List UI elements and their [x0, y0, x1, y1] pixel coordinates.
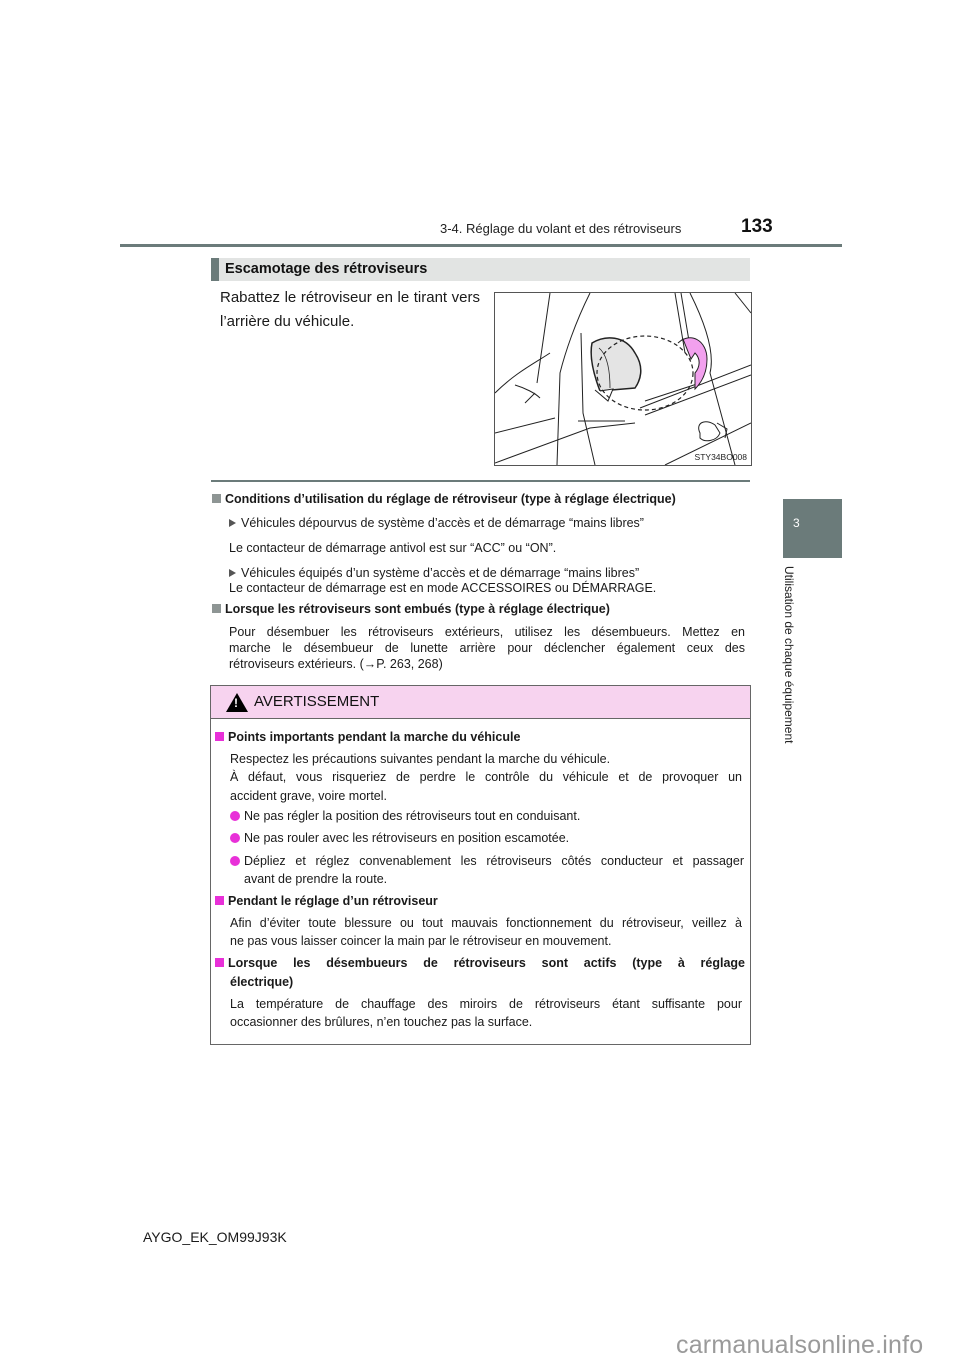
pink-dot-bullet-icon	[230, 833, 240, 843]
warning-text-line: occasionner des brûlures, n’en touchez pas la surface.	[230, 1015, 533, 1029]
note-heading-fogged	[212, 601, 752, 617]
warning-text-line: Afin d’éviter toute blessure ou tout mauvais fonctionnement du rétroviseur, veillez à	[230, 916, 742, 930]
section-divider	[211, 480, 750, 482]
mirror-illustration	[494, 292, 752, 466]
warning-text-line: accident grave, voire mortel.	[230, 789, 388, 803]
chapter-label: Utilisation de chaque équipement	[782, 566, 796, 744]
condition-result: Le contacteur de démarrage antivol est sur “ACC” ou “ON”.	[229, 541, 557, 555]
condition-result: Le contacteur de démarrage est en mode ACCESSOIRES ou DÉMARRAGE.	[229, 581, 657, 595]
page-number: 133	[741, 216, 773, 237]
warning-box	[210, 685, 751, 1045]
warning-block-heading	[215, 892, 438, 911]
pink-dot-bullet-icon	[230, 811, 240, 821]
warning-bullet-text: Dépliez et réglez convenablement les rétroviseurs côtés conducteur et passager	[244, 854, 744, 868]
chapter-number: 3	[793, 516, 800, 530]
note-text-line: rétroviseurs extérieurs. (→P. 263, 268)	[229, 657, 443, 671]
warning-block-heading	[215, 954, 745, 973]
warning-bullet	[230, 829, 569, 848]
warning-triangle-icon	[226, 693, 248, 712]
section-title: Escamotage des rétroviseurs	[225, 261, 428, 277]
condition-text: Véhicules dépourvus de système d’accès et de démarrage “mains libres”	[241, 516, 644, 530]
note-text-line: marche le désembueur de lunette arrière pour déclencher également ceux des	[229, 641, 745, 655]
fold-direction-arrow-icon	[678, 338, 707, 389]
warning-title: AVERTISSEMENT	[254, 693, 380, 710]
triangle-bullet-icon	[229, 519, 236, 527]
folding-mirror-drawing	[495, 293, 751, 465]
warning-heading-text: Points importants pendant la marche du véhicule	[228, 730, 521, 744]
warning-heading-continuation: électrique)	[230, 975, 294, 989]
warning-text-line: Respectez les précautions suivantes pendant la marche du véhicule.	[230, 752, 611, 766]
warning-bullet	[230, 807, 580, 826]
illustration-code: STY34BO008	[694, 452, 747, 462]
warning-header	[211, 686, 750, 719]
warning-heading-text: Pendant le réglage d’un rétroviseur	[228, 894, 438, 908]
condition-item	[229, 515, 644, 531]
manual-code: AYGO_EK_OM99J93K	[143, 1229, 287, 1245]
running-header-section: 3-4. Réglage du volant et des rétroviseurs	[440, 221, 682, 236]
header-rule	[120, 244, 842, 247]
pink-dot-bullet-icon	[230, 856, 240, 866]
note-text-line: Pour désembuer les rétroviseurs extérieurs, utilisez les désembueurs. Mettez en	[229, 625, 745, 639]
warning-block-heading	[215, 728, 520, 747]
chapter-tab	[783, 499, 842, 558]
warning-bullet-text: Ne pas régler la position des rétroviseurs tout en conduisant.	[244, 809, 581, 823]
warning-bullet-continuation: avant de prendre la route.	[244, 872, 388, 886]
gray-square-bullet-icon	[212, 604, 221, 613]
note-heading-text: Conditions d’utilisation du réglage de rétroviseur (type à réglage électrique)	[225, 492, 676, 506]
pink-square-bullet-icon	[215, 896, 224, 905]
warning-bullet-text: Ne pas rouler avec les rétroviseurs en position escamotée.	[244, 831, 570, 845]
section-intro: Rabattez le rétroviseur en le tirant vers l’arrière du véhicule.	[220, 289, 480, 330]
note-heading-text: Lorsque les rétroviseurs sont embués (type à réglage électrique)	[225, 602, 610, 616]
section-title-accent	[211, 258, 219, 281]
pink-square-bullet-icon	[215, 958, 224, 967]
gray-square-bullet-icon	[212, 494, 221, 503]
section-title-bar	[211, 258, 750, 281]
note-heading-conditions	[212, 491, 752, 507]
condition-item	[229, 565, 639, 581]
pink-square-bullet-icon	[215, 732, 224, 741]
warning-text-line: La température de chauffage des miroirs de rétroviseurs étant suffisante pour	[230, 997, 742, 1011]
triangle-bullet-icon	[229, 569, 236, 577]
warning-bullet	[230, 852, 744, 871]
condition-text: Véhicules équipés d’un système d’accès et de démarrage “mains libres”	[241, 566, 640, 580]
watermark-link[interactable]: carmanualsonline.info	[676, 1331, 924, 1359]
warning-heading-text: Lorsque les désembueurs de rétroviseurs sont actifs (type à réglage	[228, 956, 745, 970]
warning-text-line: ne pas vous laisser coincer la main par le rétroviseur en mouvement.	[230, 934, 612, 948]
warning-text-line: À défaut, vous risqueriez de perdre le contrôle du véhicule et de provoquer un	[230, 770, 742, 784]
